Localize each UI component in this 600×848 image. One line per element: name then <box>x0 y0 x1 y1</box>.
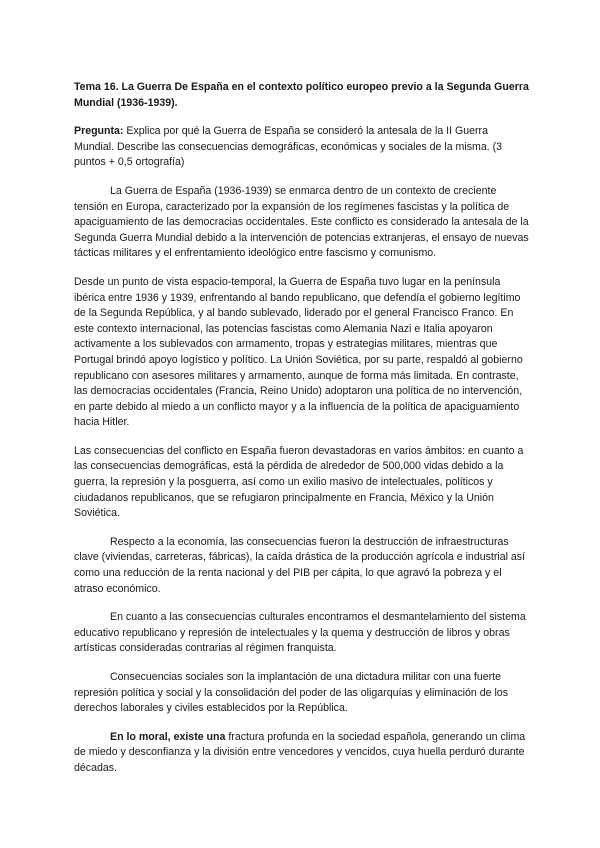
question-paragraph <box>74 124 530 171</box>
question-label: Pregunta: <box>74 125 124 138</box>
paragraph-intro: La Guerra de España (1936-1939) se enmarca dentro de un contexto de creciente tensión en Europa, caracterizado por la expansión de los regímenes fascistas y la política de apaciguamiento de las democracias occidentales. Este conflicto es considerado la antesala de la Segunda Guerra Mundial debido a la intervención de potencias extranjeras, el ensayo de nuevas tácticas militares y el enfrentamiento ideológico entre fascismo y comunismo. <box>74 184 529 260</box>
moral-text: fractura profunda en la sociedad española, generando un clima de miedo y desconfianza y la división entre vencedores y vencidos, cuya huella perduró durante décadas. <box>74 730 526 774</box>
paragraph-cultural: En cuanto a las consecuencias culturales encontramos el desmantelamiento del sistema educativo republicano y represión de intelectuales y la quema y destrucción de libros y obras artísticas consideradas contrarias al régimen franquista. <box>74 611 526 655</box>
question-text: Explica por qué la Guerra de España se consideró la antesala de la II Guerra Mundial. Describe las consecuencias demográficas, económicas y sociales de la misma. (3 puntos + 0,5 ortografía) <box>74 125 503 169</box>
paragraph-context: Desde un punto de vista espacio-temporal, la Guerra de España tuvo lugar en la península ibérica entre 1936 y 1939, enfrentando al bando republicano, que defendía el gobierno legítimo de la Segunda República, y al bando sublevado, liderado por el general Francisco Franco. En este contexto internacional, las potencias fascistas como Alemania Nazi e Italia apoyaron activamente a los sublevados con armamento, tropas y estrategias militares, mientras que Portugal brindó apoyo logístico y político. La Unión Soviética, por su parte, respaldó al gobierno republicano con asesores militares y armamento, aunque de forma más limitada. En contraste, las democracias occidentales (Francia, Reino Unido) adoptaron una política de no intervención, en parte debido al miedo a un conflicto mayor y a la influencia de la política de apaciguamiento hacia Hitler. <box>74 275 523 429</box>
paragraph-social: Consecuencias sociales son la implantación de una dictadura militar con una fuerte represión política y social y la consolidación del poder de las oligarquías y eliminación de los derechos laborales y civiles establecidos por la República. <box>74 671 508 715</box>
moral-bold-text: En lo moral, existe una <box>110 730 229 743</box>
document-page <box>74 80 530 790</box>
paragraph-moral <box>74 730 530 777</box>
paragraph-demographic: Las consecuencias del conflicto en España fueron devastadoras en varios ámbitos: en cuanto a las consecuencias demográficas, está la pérdida de alrededor de 500,000 vidas debido a la guerra, la represión y la posguerra, así como un exilio masivo de intelectuales, políticos y ciudadanos republicanos, que se refugiaron principalmente en Francia, México y la Unión Soviética. <box>74 444 524 520</box>
document-title: Tema 16. La Guerra De España en el contexto político europeo previo a la Segunda Guerra Mundial (1936-1939). <box>74 81 529 109</box>
paragraph-economic: Respecto a la economía, las consecuencias fueron la destrucción de infraestructuras clave (viviendas, carreteras, fábricas), la caída drástica de la producción agrícola e industrial así como una reducción de la renta nacional y del PIB per cápita, lo que agravó la pobreza y el atraso económico. <box>74 535 526 595</box>
